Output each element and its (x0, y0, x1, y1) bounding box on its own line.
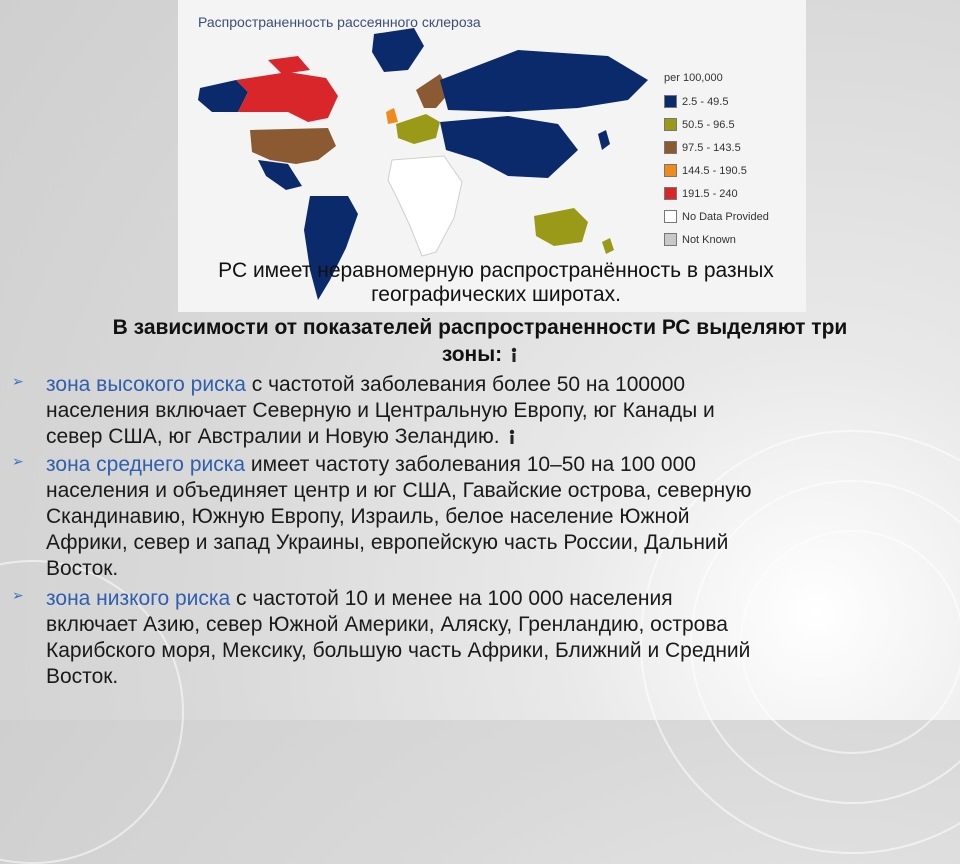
map-africa (388, 156, 462, 256)
map-canada (236, 72, 338, 122)
legend-item (664, 228, 769, 251)
legend-label: 144.5 - 190.5 (682, 164, 747, 177)
caption-line: географических широтах. (371, 283, 621, 306)
bullet-text: зона высокого риска с частотой заболевания более 50 на 100000 населения включает Северную и Центральную Европу, юг Канады и север США, юг Австралии и Новую Зеландию. (46, 373, 715, 448)
map-new-zealand (602, 238, 614, 254)
map-caption (140, 259, 852, 307)
legend-swatch (664, 164, 677, 177)
map-japan (598, 130, 610, 150)
legend-items (664, 90, 769, 251)
legend-item (664, 205, 769, 228)
legend-swatch (664, 141, 677, 154)
map-title: Распространенность рассеянного склероза (198, 14, 481, 30)
legend-swatch (664, 187, 677, 200)
zone-keyword: зона высокого риска (46, 373, 246, 396)
map-asia (440, 116, 578, 178)
chevron-right-icon: ➢ (12, 587, 24, 603)
bullet-text: зона низкого риска с частотой 10 и менее на 100 000 населения включает Азию, север Южной Америки, Аляску, Гренландию, острова Карибского моря, Мексику, большую часть Африки, Ближний и Средний Восток. (46, 587, 751, 688)
legend-title: per 100,000 (664, 72, 723, 84)
chevron-right-icon: ➢ (12, 373, 24, 389)
legend-item (664, 159, 769, 182)
legend-swatch (664, 118, 677, 131)
legend-swatch (664, 233, 677, 246)
legend-item (664, 90, 769, 113)
zones-heading (0, 314, 960, 368)
map-greenland (372, 28, 424, 72)
heading-line: В зависимости от показателей распространенности РС выделяют три (112, 316, 848, 339)
legend-swatch (664, 210, 677, 223)
legend-label: 2.5 - 49.5 (682, 95, 729, 108)
legend-label: 50.5 - 96.5 (682, 118, 735, 131)
map-europe (396, 114, 440, 144)
heading-line: зоны: (0, 341, 960, 368)
legend-label: Not Known (682, 233, 736, 246)
map-mexico (258, 160, 302, 190)
legend-label: No Data Provided (682, 210, 769, 223)
chevron-right-icon: ➢ (12, 453, 24, 469)
person-figure-icon (508, 429, 516, 445)
caption-line: РС имеет неравномерную распространённость в разных (218, 259, 774, 282)
map-canada-north (268, 56, 310, 74)
legend-item (664, 113, 769, 136)
zone-keyword: зона низкого риска (46, 587, 231, 610)
legend-item (664, 182, 769, 205)
legend-label: 191.5 - 240 (682, 187, 738, 200)
legend-swatch (664, 95, 677, 108)
bullet-text: зона среднего риска имеет частоту заболевания 10–50 на 100 000 населения и объединяет центр и юг США, Гавайские острова, северную Скандинавию, Южную Европу, Израиль, белое население Южной Африки, север и запад Украины, европейскую часть России, Дальний Восток. (46, 453, 752, 580)
legend-label: 97.5 - 143.5 (682, 141, 741, 154)
map-uk (386, 108, 398, 124)
map-usa (250, 128, 336, 164)
person-figure-icon (510, 347, 518, 363)
map-russia (440, 50, 648, 112)
map-legend (664, 72, 769, 251)
zone-keyword: зона среднего риска (46, 453, 246, 476)
map-australia (534, 208, 588, 246)
legend-item (664, 136, 769, 159)
